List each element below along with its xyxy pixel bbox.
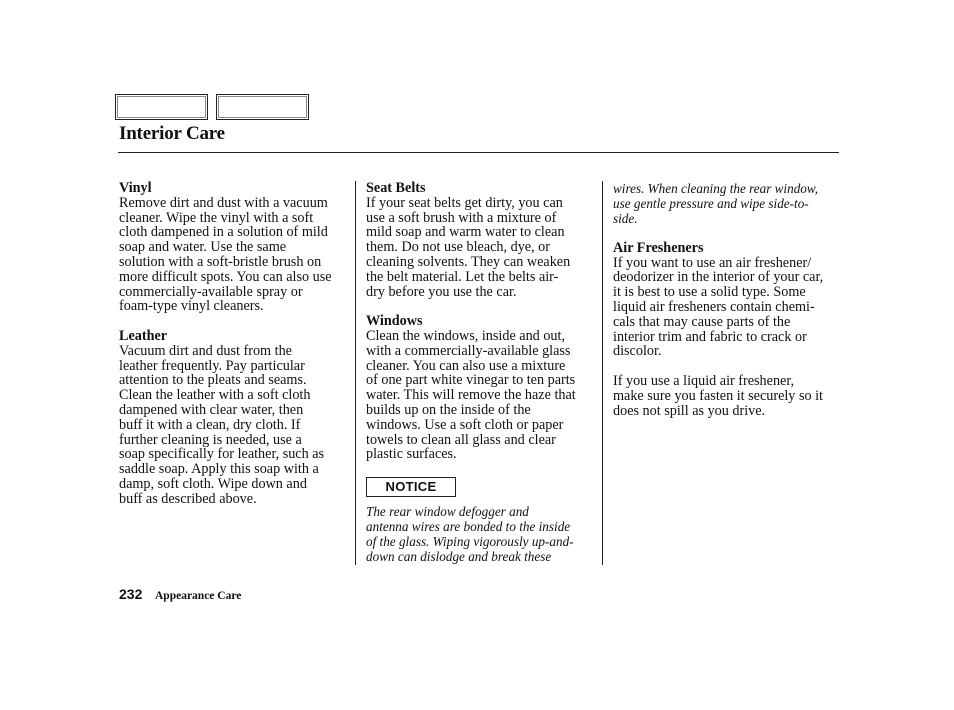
notice-badge: NOTICE bbox=[366, 477, 456, 497]
air-fresheners-text-2: If you use a liquid air freshener, make sure you fasten it securely so it does not spill as you drive. bbox=[613, 372, 823, 419]
air-fresheners-heading: Air Fresheners bbox=[613, 239, 704, 256]
title-divider bbox=[118, 152, 839, 153]
notice-text-continued: wires. When cleaning the rear window, use gentle pressure and wipe side-to- side. bbox=[613, 181, 818, 226]
section-name: Appearance Care bbox=[155, 590, 242, 602]
nav-prev-button[interactable] bbox=[115, 94, 208, 120]
page-title: Interior Care bbox=[119, 123, 225, 144]
vinyl-heading: Vinyl bbox=[119, 180, 152, 196]
seat-belts-text: If your seat belts get dirty, you can use a soft brush with a mixture of mild soap and warm water to clean them. Do not use bleach, dye, or cleaning solvents. They can weaken the belt material. Let the belts air- dry before you use the car. bbox=[366, 194, 571, 300]
page-number: 232 bbox=[119, 586, 143, 602]
column-right bbox=[613, 181, 841, 418]
air-fresheners-text: If you want to use an air freshener/ deodorizer in the interior of your car, it is best to use a solid type. Some liquid air fresheners contain chemi- cals that may cause parts of the interior trim and fabric to crack or discolor. bbox=[613, 254, 824, 360]
windows-heading: Windows bbox=[366, 313, 423, 330]
vinyl-text: Remove dirt and dust with a vacuum cleaner. Wipe the vinyl with a soft cloth dampened in a solution of mild soap and water. Use the same solution with a soft-bristle brush on more difficult spots. You can also use commercially-available spray or foam-type vinyl cleaners. bbox=[119, 194, 332, 315]
column-middle bbox=[366, 181, 594, 564]
leather-text: Vacuum dirt and dust from the leather frequently. Pay particular attention to the pleats and seams. Clean the leather with a soft cloth dampened with clear water, then buff it with a clean, dry cloth. If further cleaning is needed, use a soap specifically for leather, such as saddle soap. Apply this soap with a damp, soft cloth. Wipe down and buff as described above. bbox=[119, 342, 325, 507]
nav-next-button[interactable] bbox=[216, 94, 309, 120]
windows-text: Clean the windows, inside and out, with a commercially-available glass cleaner. You can also use a mixture of one part white vinegar to ten parts water. This will remove the haze that builds up on the inside of the windows. Use a soft cloth or paper towels to clean all glass and clear plastic surfaces. bbox=[366, 327, 576, 463]
leather-heading: Leather bbox=[119, 327, 168, 344]
column-divider bbox=[602, 181, 603, 565]
notice-text: The rear window defogger and antenna wires are bonded to the inside of the glass. Wiping vigorously up-and- down can dislodge and break these bbox=[366, 504, 574, 565]
column-divider bbox=[355, 181, 356, 565]
seat-belts-heading: Seat Belts bbox=[366, 180, 426, 196]
column-left bbox=[119, 181, 349, 507]
